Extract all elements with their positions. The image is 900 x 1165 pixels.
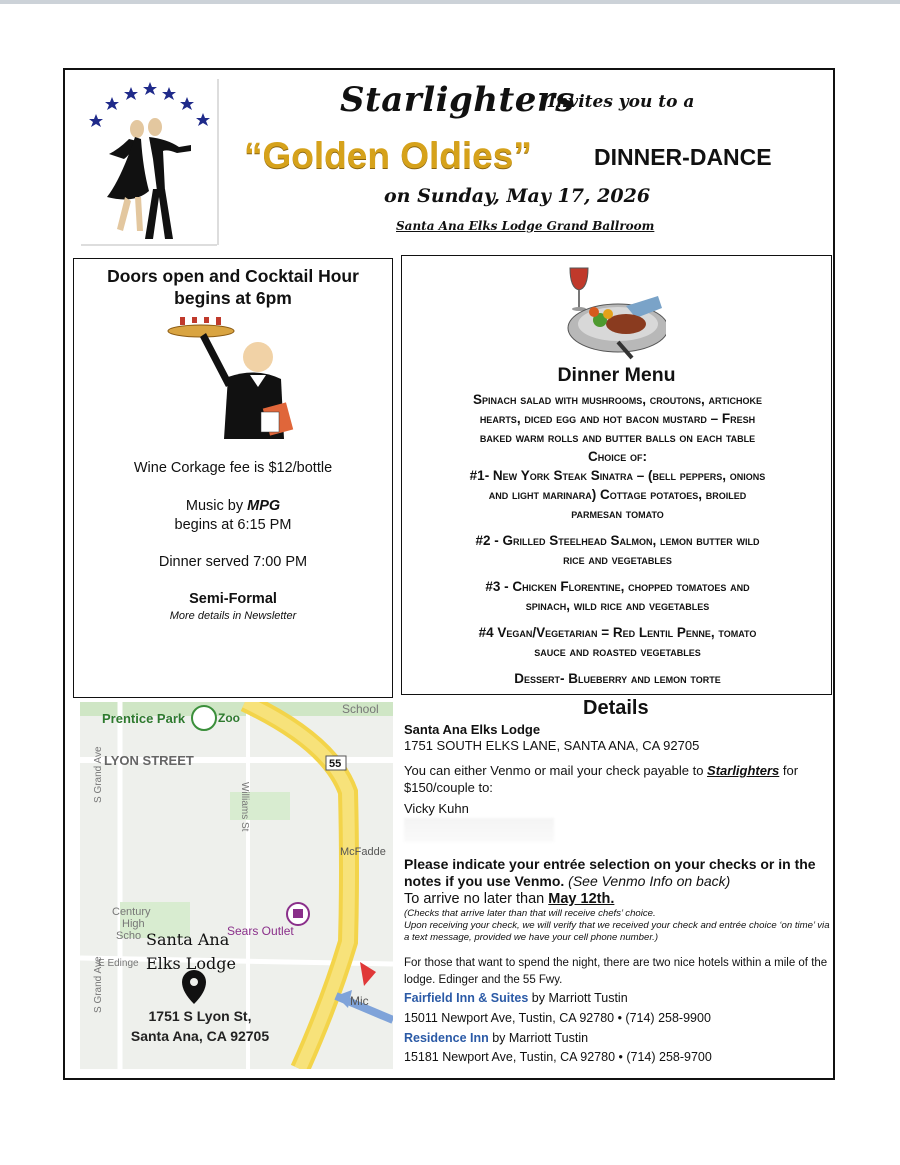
map-label-sears: Sears Outlet [227, 924, 294, 938]
dress-note: More details in Newsletter [169, 610, 297, 622]
entree-instructions-bold: Please indicate your entrée selection on your checks or in the notes if you use Venmo. [404, 856, 816, 889]
payment-prefix: You can either Venmo or mail your check payable to [404, 763, 708, 778]
map-label-scho: Scho [116, 930, 142, 942]
menu-line: parmesan tomato [571, 506, 664, 521]
menu-line: #3 - Chicken Florentine, chopped tomatoes and [485, 579, 750, 594]
hotel-1-brand: by Marriott Tustin [528, 991, 628, 1005]
cocktail-time: begins at 6pm [174, 288, 292, 308]
map-label-century: Century [112, 906, 151, 918]
redacted-address [404, 818, 554, 842]
arrival-date: May 12th. [548, 891, 615, 907]
menu-line: hearts, diced egg and hot bacon mustard – Fresh [479, 411, 756, 426]
payment-amount: $150/couple to: [404, 780, 493, 795]
menu-title: Dinner Menu [557, 364, 676, 386]
menu-line: spinach, wild rice and vegetables [525, 598, 710, 613]
schedule-panel [73, 258, 393, 698]
map-place-line2: Elks Lodge [146, 954, 236, 973]
map-label-high: High [122, 918, 145, 930]
hotel-2 [404, 1031, 588, 1045]
band-name: MPG [247, 498, 281, 514]
dinner-time: Dinner served 7:00 PM [158, 554, 308, 570]
hotel-2-brand: by Marriott Tustin [488, 1031, 589, 1045]
arrival-deadline [404, 891, 614, 907]
map-label-zoo: Zoo [218, 711, 240, 725]
event-venue: Santa Ana Elks Lodge Grand Ballroom [396, 219, 655, 233]
map-label-edinger: E Edinge [98, 958, 139, 969]
doors-open-heading: Doors open and Cocktail Hour [107, 266, 359, 286]
map-address-line2: Santa Ana, CA 92705 [130, 1028, 270, 1044]
menu-line: baked warm rolls and butter balls on each table [479, 430, 756, 445]
dancers-logo [79, 79, 219, 246]
dress-code: Semi-Formal [189, 591, 277, 607]
menu-panel [401, 255, 832, 695]
arrival-prefix: To arrive no later than [404, 891, 549, 907]
map-label-hwy: 55 [329, 758, 342, 770]
corkage-fee: Wine Corkage fee is $12/bottle [133, 460, 333, 476]
late-check-note: (Checks that arrive later than that will receive chefs’ choice. [404, 908, 656, 919]
event-title: “Golden Oldies” [244, 135, 532, 176]
menu-line: Spinach salad with mushrooms, croutons, artichoke [472, 392, 763, 407]
location-map [80, 702, 393, 1069]
lodge-name: Santa Ana Elks Lodge [404, 722, 541, 737]
lodge-address: 1751 SOUTH ELKS LANE, SANTA ANA, CA 92705 [404, 738, 700, 753]
map-label-mic: Mic [350, 994, 369, 1008]
map-label-school: School [342, 702, 379, 716]
entree-instructions [404, 856, 829, 890]
payment-suffix: for [779, 763, 799, 778]
map-label-lyon: LYON STREET [104, 753, 194, 768]
menu-line: #1- New York Steak Sinatra – (bell peppers, onions [469, 468, 766, 483]
menu-line: Choice of: [588, 449, 647, 464]
details-title: Details [583, 697, 649, 719]
music-time: begins at 6:15 PM [174, 517, 292, 533]
music-prefix: Music by [185, 498, 248, 514]
menu-line: rice and vegetables [563, 552, 672, 567]
menu-line: sauce and roasted vegetables [534, 644, 701, 659]
hotel-1 [404, 991, 628, 1005]
verification-note: Upon receiving your check, we will verify that we received your check and entrée choice ‘on time’ via a text message, provided we have your cell phone number.) [404, 920, 830, 943]
payee-name: Starlighters [707, 763, 780, 778]
menu-line: and light marinara) Cottage potatoes, broiled [488, 487, 747, 502]
hotel-1-name: Fairfield Inn & Suites [404, 991, 529, 1005]
top-band [0, 0, 900, 4]
event-date: on Sunday, May 17, 2026 [384, 185, 651, 207]
dinner-plate-illustration [562, 262, 666, 367]
venmo-note: (See Venmo Info on back) [564, 873, 731, 889]
event-subtitle: DINNER-DANCE [594, 144, 772, 170]
map-place-line1: Santa Ana [146, 930, 230, 949]
invite-text: Invites you to a [548, 92, 695, 112]
map-address-line1: 1751 S Lyon St, [148, 1008, 252, 1024]
payment-info [404, 762, 829, 796]
map-label-williams: Williams St [239, 782, 250, 832]
menu-line: Dessert- Blueberry and lemon torte [514, 671, 721, 686]
contact-name: Vicky Kuhn [404, 801, 469, 816]
hotel-1-address: 15011 Newport Ave, Tustin, CA 92780 • (714) 258-9900 [404, 1011, 711, 1025]
map-label-prentice: Prentice Park [102, 711, 186, 726]
map-label-grand: S Grand Ave [93, 746, 104, 803]
waiter-illustration [166, 317, 306, 447]
hotel-2-address: 15181 Newport Ave, Tustin, CA 92780 • (714) 258-9700 [404, 1050, 712, 1064]
map-label-mcfadden: McFadde [340, 846, 386, 858]
menu-line: #4 Vegan/Vegetarian = Red Lentil Penne, tomato [478, 625, 757, 640]
menu-line: #2 - Grilled Steelhead Salmon, lemon butter wild [475, 533, 760, 548]
brand-name: Starlighters [340, 80, 575, 120]
map-label-grand-2: S Grand Ave [93, 956, 104, 1013]
hotels-intro: For those that want to spend the night, there are two nice hotels within a mile of the lodge. Edinger and the 55 Fwy. [404, 957, 828, 986]
hotel-2-name: Residence Inn [404, 1031, 489, 1045]
